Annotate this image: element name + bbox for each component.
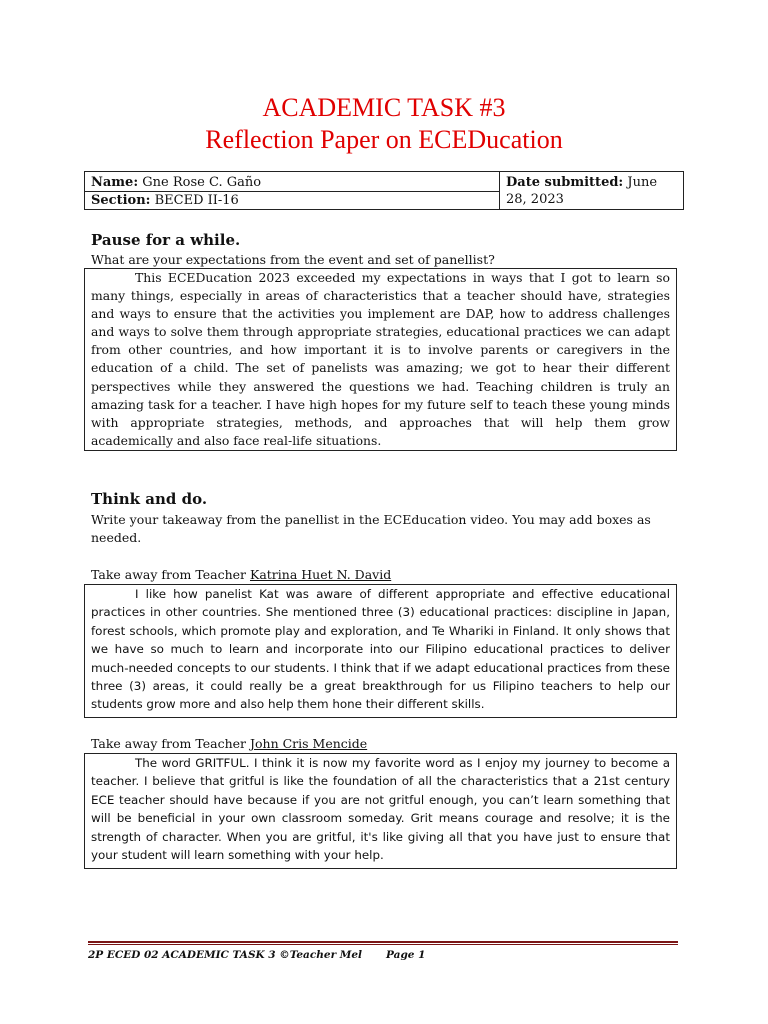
document-title: ACADEMIC TASK #3 — [262, 93, 506, 122]
teacher-name: John Cris Mencide — [249, 736, 368, 751]
student-section — [91, 192, 239, 209]
teacher-name: Katrina Huet N. David — [249, 567, 392, 582]
takeaway-prefix: Take away from Teacher — [91, 736, 250, 751]
section-label: Section: — [91, 193, 151, 208]
date-label: Date submitted: — [506, 175, 624, 190]
student-info-table — [84, 171, 684, 210]
takeaway-box-2 — [84, 753, 677, 869]
pause-answer-box — [84, 268, 677, 451]
name-label: Name: — [91, 175, 139, 190]
footer-rule-thin — [88, 944, 678, 945]
takeaway-box-1 — [84, 584, 677, 718]
takeaway-label-1 — [91, 566, 391, 584]
page-number: Page 1 — [386, 949, 426, 961]
takeaway-label-2 — [91, 735, 367, 753]
pause-question: What are your expectations from the event and set of panellist? — [91, 252, 495, 267]
section-value: BECED II-16 — [150, 193, 239, 208]
footer-text: 2P ECED 02 ACADEMIC TASK 3 ©Teacher Mel — [88, 949, 363, 961]
page-footer — [88, 948, 425, 962]
takeaway-text: The word GRITFUL. I think it is now my favorite word as I enjoy my journey to become a teacher. I believe that gritful is like the foundation of all the characteristics that a 21st century ECE teacher should have because if you are not gritful enough, you can’t learn something that will be beneficial in your own classroom someday. Grit means courage and resolve; it is the strength of character. When you are gritful, it's like giving all that you have just to ensure that your student will learn something with your help. — [91, 756, 670, 863]
footer-rule-thick — [88, 941, 678, 943]
pause-heading: Pause for a while. — [91, 231, 241, 249]
think-heading: Think and do. — [91, 490, 208, 508]
takeaway-prefix: Take away from Teacher — [91, 567, 250, 582]
date-value: June 28, 2023 — [506, 175, 658, 207]
pause-answer-text: This ECEDucation 2023 exceeded my expectations in ways that I got to learn so many things, especially in areas of characteristics that a teacher should have, strategies and ways to ensure that the activities you implement are DAP, how to address challenges and ways to solve them through appropriate strategies, educational practices we can adapt from other countries, and how important it is to involve parents or caregivers in the education of a child. The set of panelists was amazing; we got to hear their different perspectives while they answered the questions we had. Teaching children is truly an amazing task for a teacher. I have high hopes for my future self to teach these young minds with appropriate strategies, methods, and approaches that will help them grow academically and also face real-life situations. — [91, 270, 670, 448]
think-instruction: Write your takeaway from the panellist in the ECEducation video. You may add boxes as needed. — [91, 512, 651, 545]
date-submitted — [506, 174, 680, 208]
student-name — [91, 174, 261, 191]
name-value: Gne Rose C. Gaño — [138, 175, 262, 190]
takeaway-text: I like how panelist Kat was aware of different appropriate and effective educational practices in other countries. She mentioned three (3) educational practices: discipline in Japan, forest schools, which promote play and exploration, and Te Whariki in Finland. It only shows that we have so much to learn and incorporate into our Filipino educational practices to deliver much-needed concepts to our students. I think that if we adapt educational practices from these three (3) areas, it could really be a great breakthrough for us Filipino teachers to help our students grow more and also help them hone their different skills. — [91, 587, 670, 712]
document-subtitle: Reflection Paper on ECEDucation — [205, 125, 563, 154]
